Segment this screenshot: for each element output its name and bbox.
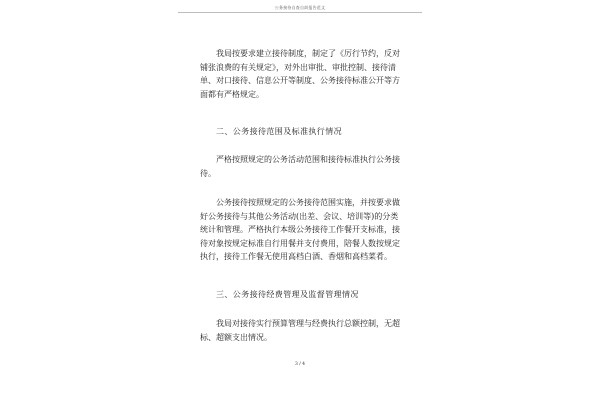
paragraph-reception-implementation	[200, 196, 400, 264]
paragraph-text: 我局对接待实行预算管理与经费执行总额控制，无超标、超额支出情况。	[200, 319, 400, 342]
heading-text: 三、公务接待经费管理及监督管理情况	[216, 290, 359, 299]
paragraph-text: 严格按照规定的公务活动范围和接待标准执行公务接待。	[200, 155, 400, 178]
page-header: 公务接待自查自纠报告范文	[274, 5, 326, 10]
paragraph-strict-scope	[200, 153, 400, 180]
page-number: 3 / 4	[294, 362, 306, 367]
paragraph-text: 公务接待按照规定的公务接待范围实施，并按要求做好公务接待与其他公务活动(出差、会议、培训等)的分类统计和管理。严格执行本级公务接待工作餐开支标准，接待对象按规定标准自行用餐并支付费用，陪餐人数按规定执行，接待工作餐无使用高档白酒、香烟和高档菜肴。	[200, 198, 400, 261]
header-divider	[178, 12, 422, 13]
heading-text: 二、公务接待范围及标准执行情况	[216, 127, 342, 136]
section-heading-scope-standards	[200, 125, 400, 139]
paragraph-budget-control	[200, 317, 400, 344]
paragraph-text: 我局按要求建立接待制度，制定了《厉行节约，反对铺张浪费的有关规定》，对外出审批、审批控制、接待清单、对口接待、信息公开等制度、公务接待标准公开等方面都有严格规定。	[200, 49, 400, 99]
paragraph-reception-system	[200, 47, 400, 101]
section-heading-funding-supervision	[200, 288, 400, 302]
